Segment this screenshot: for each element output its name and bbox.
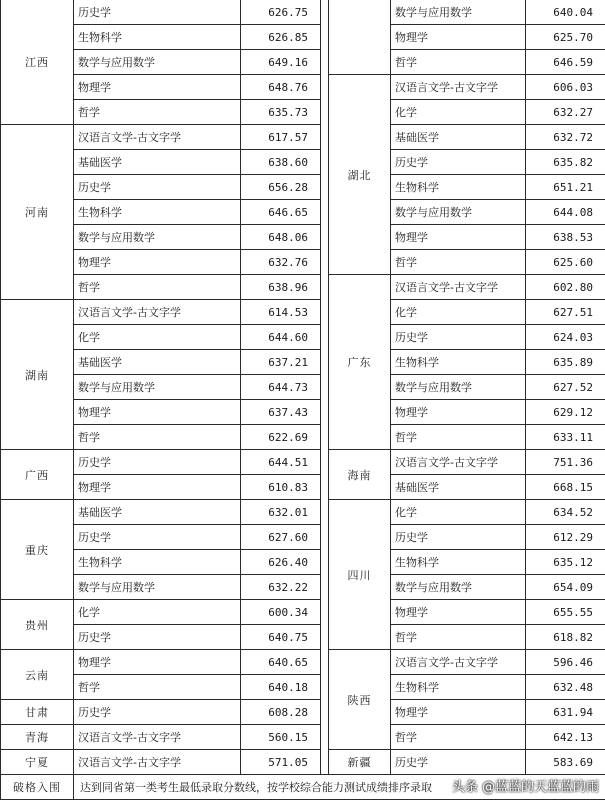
table-row [1,0,605,25]
subject-cell: 物理学 [74,250,241,275]
table-row [1,550,605,575]
province-cell: 新疆 [329,750,391,775]
subject-cell: 哲学 [391,725,526,750]
score-cell: 614.53 [241,300,321,325]
table-row [1,300,605,325]
score-cell: 644.51 [241,450,321,475]
subject-cell: 生物科学 [391,350,526,375]
subject-cell: 哲学 [74,675,241,700]
score-cell: 646.65 [241,200,321,225]
column-gap [321,600,329,625]
column-gap [321,375,329,400]
table-row [1,650,605,675]
score-cell: 642.13 [526,725,605,750]
watermark: 头条 @蓝蓝的天蓝蓝的雨 [451,780,599,795]
province-cell: 陕西 [329,650,391,750]
score-cell: 571.05 [241,750,321,775]
province-cell: 湖南 [1,300,74,450]
column-gap [321,525,329,550]
score-cell: 632.48 [526,675,605,700]
subject-cell: 物理学 [391,400,526,425]
table-row [1,475,605,500]
table-row [1,500,605,525]
table-row [1,675,605,700]
province-cell: 贵州 [1,600,74,650]
subject-cell: 基础医学 [74,150,241,175]
subject-cell: 历史学 [74,450,241,475]
subject-cell: 物理学 [74,475,241,500]
column-gap [321,750,329,775]
table-row [1,200,605,225]
score-cell: 600.34 [241,600,321,625]
province-cell: 江西 [1,0,74,125]
subject-cell: 数学与应用数学 [74,50,241,75]
score-cell: 640.18 [241,675,321,700]
score-cell: 635.12 [526,550,605,575]
column-gap [321,500,329,525]
subject-cell: 物理学 [74,400,241,425]
score-cell: 648.76 [241,75,321,100]
province-cell: 四川 [329,500,391,650]
subject-cell: 哲学 [74,275,241,300]
province-cell: 重庆 [1,500,74,600]
subject-cell: 哲学 [391,250,526,275]
footer-note: 达到同省第一类考生最低录取分数线，按学校综合能力测试成绩排序录取 [74,775,605,800]
subject-cell: 汉语言文学-古文字学 [391,650,526,675]
column-gap [321,225,329,250]
score-cell: 618.82 [526,625,605,650]
score-cell: 625.70 [526,25,605,50]
score-cell: 635.73 [241,100,321,125]
score-cell: 632.76 [241,250,321,275]
column-gap [321,725,329,750]
score-cell: 651.21 [526,175,605,200]
score-cell: 654.09 [526,575,605,600]
column-gap [321,25,329,50]
column-gap [321,0,329,25]
subject-cell: 基础医学 [74,500,241,525]
table-row [1,575,605,600]
table-row [1,225,605,250]
score-cell: 626.40 [241,550,321,575]
column-gap [321,300,329,325]
score-cell: 632.01 [241,500,321,525]
subject-cell: 哲学 [391,625,526,650]
column-gap [321,550,329,575]
column-gap [321,275,329,300]
score-cell: 640.75 [241,625,321,650]
column-gap [321,425,329,450]
score-cell: 596.46 [526,650,605,675]
subject-cell: 数学与应用数学 [391,575,526,600]
score-cell: 626.75 [241,0,321,25]
score-cell: 635.82 [526,150,605,175]
province-cell: 甘肃 [1,700,74,725]
province-cell [329,0,391,75]
score-cell: 606.03 [526,75,605,100]
score-cell: 638.96 [241,275,321,300]
province-cell: 广东 [329,275,391,450]
subject-cell: 数学与应用数学 [74,225,241,250]
table-row [1,50,605,75]
table-row [1,525,605,550]
score-cell: 635.89 [526,350,605,375]
province-cell: 海南 [329,450,391,500]
score-cell: 608.28 [241,700,321,725]
column-gap [321,675,329,700]
subject-cell: 化学 [74,325,241,350]
score-cell: 648.06 [241,225,321,250]
table-row [1,750,605,775]
subject-cell: 生物科学 [74,550,241,575]
table-row [1,250,605,275]
score-cell: 637.43 [241,400,321,425]
score-cell: 632.22 [241,575,321,600]
score-cell: 622.69 [241,425,321,450]
subject-cell: 历史学 [391,325,526,350]
table-row [1,700,605,725]
score-cell: 649.16 [241,50,321,75]
subject-cell: 基础医学 [74,350,241,375]
table-row [1,275,605,300]
score-cell: 638.60 [241,150,321,175]
subject-cell: 生物科学 [74,200,241,225]
subject-cell: 历史学 [391,525,526,550]
score-cell: 610.83 [241,475,321,500]
subject-cell: 物理学 [391,25,526,50]
subject-cell: 历史学 [74,625,241,650]
column-gap [321,250,329,275]
column-gap [321,150,329,175]
score-cell: 638.53 [526,225,605,250]
table-row [1,325,605,350]
score-cell: 625.60 [526,250,605,275]
score-cell: 634.52 [526,500,605,525]
score-cell: 751.36 [526,450,605,475]
score-cell: 632.27 [526,100,605,125]
subject-cell: 汉语言文学-古文字学 [391,450,526,475]
column-gap [321,575,329,600]
score-cell: 560.15 [241,725,321,750]
subject-cell: 基础医学 [391,125,526,150]
table-row [1,425,605,450]
subject-cell: 生物科学 [74,25,241,50]
column-gap [321,400,329,425]
score-cell: 627.52 [526,375,605,400]
footer-label: 破格入围 [1,775,74,800]
subject-cell: 汉语言文学-古文字学 [74,300,241,325]
score-cell: 640.04 [526,0,605,25]
subject-cell: 汉语言文学-古文字学 [391,275,526,300]
score-cell: 656.28 [241,175,321,200]
subject-cell: 生物科学 [391,175,526,200]
column-gap [321,75,329,100]
subject-cell: 基础医学 [391,475,526,500]
subject-cell: 生物科学 [391,675,526,700]
subject-cell: 历史学 [74,0,241,25]
table-row [1,25,605,50]
subject-cell: 历史学 [74,175,241,200]
subject-cell: 化学 [391,500,526,525]
score-cell: 602.80 [526,275,605,300]
subject-cell: 汉语言文学-古文字学 [74,725,241,750]
column-gap [321,650,329,675]
subject-cell: 历史学 [391,750,526,775]
table-row [1,175,605,200]
province-cell: 湖北 [329,75,391,275]
province-cell: 广西 [1,450,74,500]
score-cell: 583.69 [526,750,605,775]
column-gap [321,175,329,200]
score-cell: 627.60 [241,525,321,550]
column-gap [321,450,329,475]
score-cell: 629.12 [526,400,605,425]
table-row [1,75,605,100]
subject-cell: 化学 [391,300,526,325]
table-row [1,625,605,650]
column-gap [321,350,329,375]
score-cell: 612.29 [526,525,605,550]
score-cell: 637.21 [241,350,321,375]
score-cell: 644.08 [526,200,605,225]
score-cell: 655.55 [526,600,605,625]
subject-cell: 汉语言文学-古文字学 [74,125,241,150]
column-gap [321,475,329,500]
subject-cell: 哲学 [391,425,526,450]
column-gap [321,125,329,150]
subject-cell: 汉语言文学-古文字学 [391,75,526,100]
table-row [1,450,605,475]
subject-cell: 数学与应用数学 [391,375,526,400]
subject-cell: 哲学 [74,425,241,450]
table-row [1,100,605,125]
column-gap [321,50,329,75]
subject-cell: 汉语言文学-古文字学 [74,750,241,775]
province-cell: 云南 [1,650,74,700]
column-gap [321,100,329,125]
subject-cell: 物理学 [391,600,526,625]
province-cell: 宁夏 [1,750,74,775]
score-cell: 646.59 [526,50,605,75]
province-cell: 青海 [1,725,74,750]
score-cell: 617.57 [241,125,321,150]
table-row [1,150,605,175]
subject-cell: 数学与应用数学 [391,200,526,225]
subject-cell: 哲学 [74,100,241,125]
subject-cell: 物理学 [391,225,526,250]
subject-cell: 历史学 [391,150,526,175]
column-gap [321,700,329,725]
column-gap [321,200,329,225]
score-cell: 632.72 [526,125,605,150]
subject-cell: 数学与应用数学 [74,575,241,600]
table-row [1,400,605,425]
score-cell: 640.65 [241,650,321,675]
table-row [1,375,605,400]
score-cell: 633.11 [526,425,605,450]
subject-cell: 物理学 [391,700,526,725]
subject-cell: 数学与应用数学 [391,0,526,25]
table-row [1,350,605,375]
province-cell: 河南 [1,125,74,300]
subject-cell: 哲学 [391,50,526,75]
column-gap [321,625,329,650]
table-row [1,125,605,150]
score-cell: 624.03 [526,325,605,350]
score-cell: 644.60 [241,325,321,350]
subject-cell: 物理学 [74,75,241,100]
subject-cell: 化学 [74,600,241,625]
subject-cell: 历史学 [74,700,241,725]
score-cell: 668.15 [526,475,605,500]
column-gap [321,325,329,350]
score-cell: 627.51 [526,300,605,325]
table-row [1,600,605,625]
table-row [1,725,605,750]
score-cell: 644.73 [241,375,321,400]
score-cell: 631.94 [526,700,605,725]
subject-cell: 化学 [391,100,526,125]
score-cell: 626.85 [241,25,321,50]
subject-cell: 生物科学 [391,550,526,575]
subject-cell: 数学与应用数学 [74,375,241,400]
subject-cell: 物理学 [74,650,241,675]
subject-cell: 历史学 [74,525,241,550]
